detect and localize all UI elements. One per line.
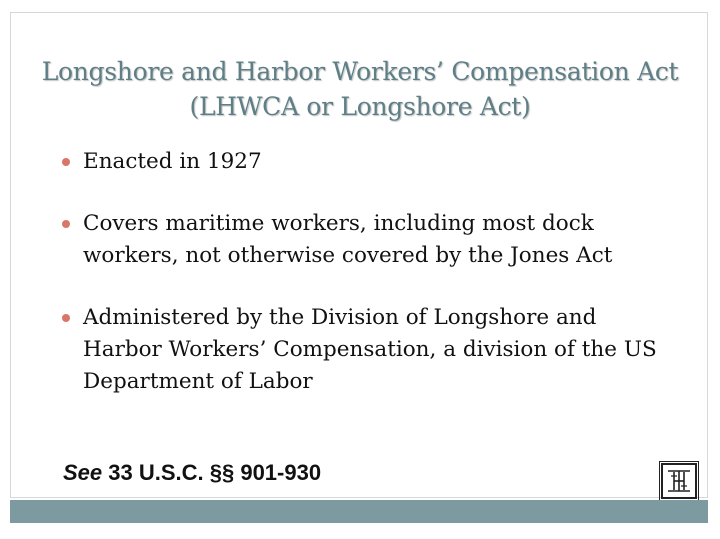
citation-see: See — [63, 460, 103, 485]
slide-title — [0, 54, 720, 124]
bullet-dot-icon — [62, 158, 70, 166]
footer-bar — [10, 500, 708, 523]
bullet-dot-icon — [62, 314, 70, 322]
firm-logo-icon — [661, 463, 697, 499]
bullet-text: Administered by the Division of Longshore and Harbor Workers’ Compensation, a division of the US Department of Labor — [83, 305, 657, 394]
bullet-text: Covers maritime workers, including most dock workers, not otherwise covered by the Jones Act — [83, 211, 613, 268]
bullet-item — [62, 302, 662, 398]
title-line-1: Longshore and Harbor Workers’ Compensation Act — [41, 57, 679, 86]
citation-reference: 33 U.S.C. §§ 901-930 — [102, 460, 322, 485]
bullet-text: Enacted in 1927 — [83, 149, 262, 174]
bullet-item — [62, 208, 662, 272]
bullet-dot-icon — [62, 220, 70, 228]
bullet-item — [62, 146, 662, 178]
statute-citation — [63, 460, 321, 486]
bullet-list — [62, 146, 662, 428]
title-line-2: (LHWCA or Longshore Act) — [189, 92, 531, 121]
